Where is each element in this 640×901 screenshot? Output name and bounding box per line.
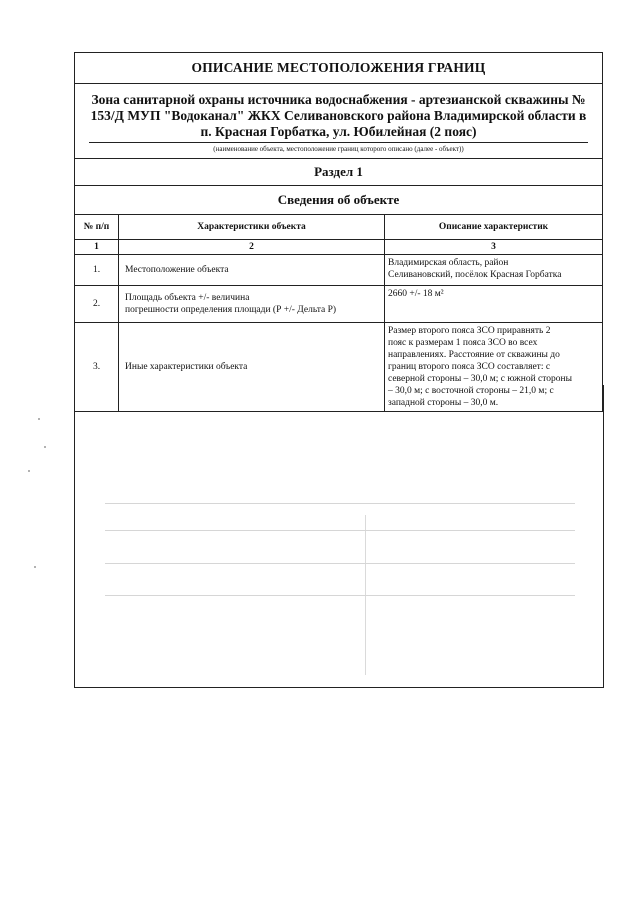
header-num: № п/п xyxy=(75,215,119,240)
faded-bleed-through-area xyxy=(74,385,604,688)
row-description xyxy=(385,255,603,286)
row-characteristic-line: Площадь объекта +/- величина xyxy=(125,293,250,303)
row-number: 1. xyxy=(75,255,119,286)
column-number-3: 3 xyxy=(385,240,603,255)
row-description-line: северной стороны – 30,0 м; с южной стороны xyxy=(388,374,572,384)
row-description-line: пояс к размерам 1 пояса ЗСО во всех xyxy=(388,338,538,348)
ghost-rule xyxy=(105,563,575,564)
row-description: 2660 +/- 18 м² xyxy=(385,286,603,323)
row-description-line: – 30,0 м; с восточной стороны – 21,0 м; с xyxy=(388,386,554,396)
header-description: Описание характеристик xyxy=(385,215,603,240)
scan-speck xyxy=(34,566,36,568)
section-title: Сведения об объекте xyxy=(75,186,603,215)
scan-speck xyxy=(28,470,30,472)
scan-speck xyxy=(44,446,46,448)
ghost-rule xyxy=(105,503,575,504)
column-number-1: 1 xyxy=(75,240,119,255)
row-characteristic-line: погрешности определения площади (Р +/- Дельта Р) xyxy=(125,305,337,315)
section-heading: Раздел 1 xyxy=(75,159,603,186)
object-subject xyxy=(75,84,603,159)
row-description-line: Размер второго пояса ЗСО приравнять 2 xyxy=(388,326,551,336)
description-table xyxy=(74,52,603,412)
row-description-line: Селивановский, посёлок Красная Горбатка xyxy=(388,270,562,280)
row-number: 3. xyxy=(75,323,119,412)
subject-line-1: Зона санитарной охраны источника водоснабжения - артезианской скважины № xyxy=(91,92,586,107)
subject-caption: (наименование объекта, местоположение границ которого описано (далее - объект)) xyxy=(213,145,464,153)
row-characteristic: Иные характеристики объекта xyxy=(119,323,385,412)
row-description-line: западной стороны – 30,0 м. xyxy=(388,398,499,408)
table-row xyxy=(75,286,603,323)
row-description-line: Владимирская область, район xyxy=(388,258,509,268)
document-title: ОПИСАНИЕ МЕСТОПОЛОЖЕНИЯ ГРАНИЦ xyxy=(75,53,603,84)
row-characteristic xyxy=(119,286,385,323)
ghost-rule xyxy=(105,595,575,596)
ghost-rule xyxy=(105,530,575,531)
row-description-line: направлениях. Расстояние от скважины до xyxy=(388,350,560,360)
scan-speck xyxy=(38,418,40,420)
table-row xyxy=(75,255,603,286)
subject-line-3: п. Красная Горбатка, ул. Юбилейная (2 пояс) xyxy=(200,124,477,139)
row-number: 2. xyxy=(75,286,119,323)
document-page xyxy=(74,52,602,412)
subject-line-2: 153/Д МУП "Водоканал" ЖКХ Селивановского района Владимирской области в xyxy=(90,108,587,123)
row-characteristic: Местоположение объекта xyxy=(119,255,385,286)
row-description-line: границ второго пояса ЗСО составляет: с xyxy=(388,362,551,372)
column-number-2: 2 xyxy=(119,240,385,255)
header-characteristic: Характеристики объекта xyxy=(119,215,385,240)
